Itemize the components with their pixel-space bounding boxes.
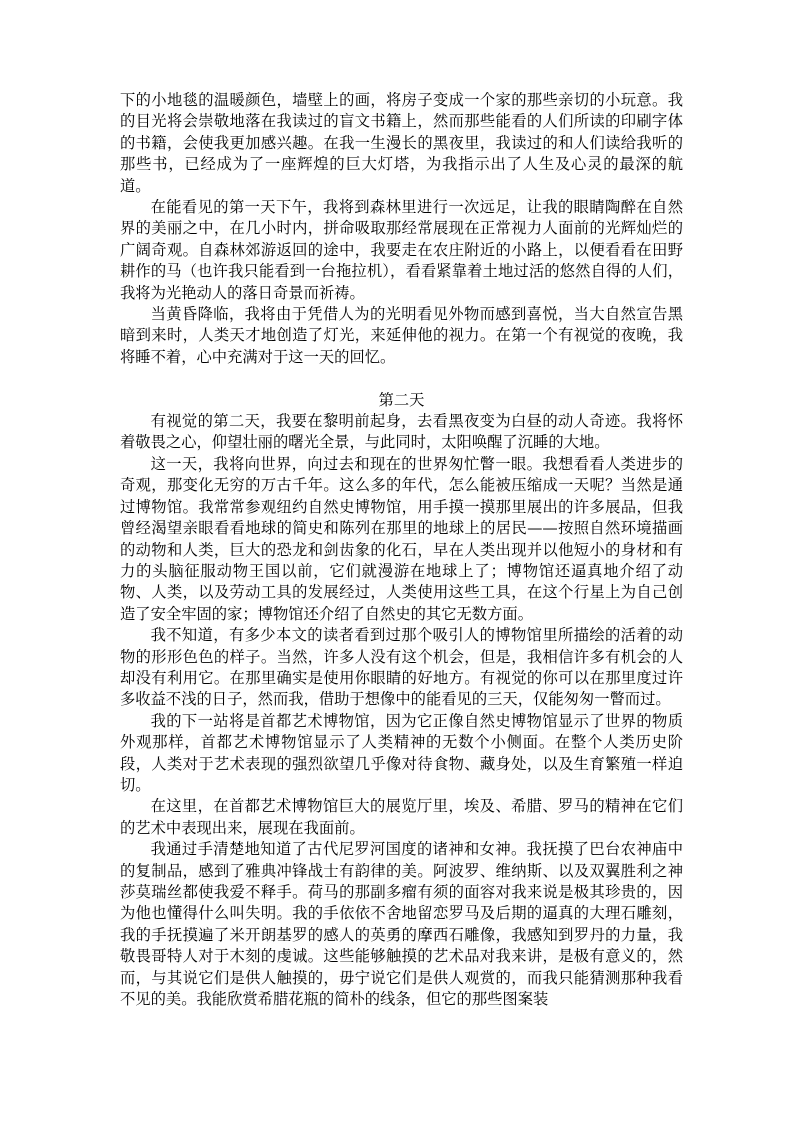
paragraph-natural-history-museum: 这一天，我将向世界，向过去和现在的世界匆忙瞥一眼。我想看看人类进步的奇观，那变化无穷的万古千年。这么多的年代，怎么能被压缩成一天呢？当然是通过博物馆。我常常参观纽约自然史博物馆，用手摸一摸那里展出的许多展品，但我曾经渴望亲眼看看地球的简史和陈列在那里的地球上的居民——按照自然环境描画的动物和人类，巨大的恐龙和剑齿象的化石，早在人类出现并以他短小的身材和有力的头脑征服动物王国以前，它们就漫游在地球上了；博物馆还逼真地介绍了动物、人类，以及劳动工具的发展经过，人类使用这些工具，在这个行星上为自己创造了安全牢固的家；博物馆还介绍了自然史的其它无数方面。 [120, 454, 683, 623]
section-heading-day-two: 第二天 [378, 390, 425, 409]
document-page [120, 90, 683, 1010]
paragraph-second-day-dawn: 有视觉的第二天，我要在黎明前起身，去看黑夜变为白昼的动人奇迹。我将怀着敬畏之心，仰望壮丽的曙光全景，与此同时，太阳唤醒了沉睡的大地。 [120, 412, 683, 452]
section-spacer [120, 368, 683, 389]
paragraph-first-day-evening: 当黄昏降临，我将由于凭借人为的光明看见外物而感到喜悦，当大自然宣告黑暗到来时，人类天才地创造了灯光，来延伸他的视力。在第一个有视觉的夜晚，我将睡不着，心中充满对于这一天的回忆。 [120, 305, 683, 366]
paragraph-art-museum: 我的下一站将是首都艺术博物馆，因为它正像自然史博物馆显示了世界的物质外观那样，首都艺术博物馆显示了人类精神的无数个小侧面。在整个人类历史阶段，人类对于艺术表现的强烈欲望几乎像对待食物、藏身处，以及生育繁殖一样迫切。 [120, 711, 683, 794]
paragraph-touching-sculptures: 我通过手清楚地知道了古代尼罗河国度的诸神和女神。我抚摸了巴台农神庙中的复制品，感到了雅典冲锋战士有韵律的美。阿波罗、维纳斯、以及双翼胜利之神莎莫瑞丝都使我爱不释手。荷马的那副多瘤有须的面容对我来说是极其珍贵的，因为他也懂得什么叫失明。我的手依依不舍地留恋罗马及后期的逼真的大理石雕刻，我的手抚摸遍了米开朗基罗的感人的英勇的摩西石雕像，我感知到罗丹的力量，我敬畏哥特人对于木刻的虔诚。这些能够触摸的艺术品对我来讲，是极有意义的，然而，与其说它们是供人触摸的，毋宁说它们是供人观赏的，而我只能猜测那种我看不见的美。我能欣赏希腊花瓶的简朴的线条，但它的那些图案装 [120, 840, 683, 1009]
paragraph-carpet-and-books: 下的小地毯的温暖颜色，墙壁上的画，将房子变成一个家的那些亲切的小玩意。我的目光将会崇敬地落在我读过的盲文书籍上，然而那些能看的人们所读的印刷字体的书籍，会使我更加感兴趣。在我一生漫长的黑夜里，我读过的和人们读给我听的那些书，已经成为了一座辉煌的巨大灯塔，为我指示出了人生及心灵的最深的航道。 [120, 91, 683, 195]
paragraph-first-day-afternoon: 在能看见的第一天下午，我将到森林里进行一次远足，让我的眼睛陶醉在自然界的美丽之中，在几小时内，拼命吸取那经常展现在正常视力人面前的光辉灿烂的广阔奇观。自森林郊游返回的途中，我要走在农庄附近的小路上，以便看看在田野耕作的马（也许我只能看到一台拖拉机），看看紧靠着土地过活的悠然自得的人们，我将为光艳动人的落日奇景而祈祷。 [120, 198, 683, 302]
paragraph-exhibition-halls: 在这里，在首都艺术博物馆巨大的展览厅里，埃及、希腊、罗马的精神在它们的艺术中表现出来，展现在我面前。 [120, 797, 683, 837]
paragraph-readers-opportunity: 我不知道，有多少本文的读者看到过那个吸引人的博物馆里所描绘的活着的动物的形形色色的样子。当然，许多人没有这个机会，但是，我相信许多有机会的人却没有利用它。在那里确实是使用你眼睛的好地方。有视觉的你可以在那里度过许多收益不浅的日子，然而我，借助于想像中的能看见的三天，仅能匆匆一瞥而过。 [120, 626, 683, 709]
